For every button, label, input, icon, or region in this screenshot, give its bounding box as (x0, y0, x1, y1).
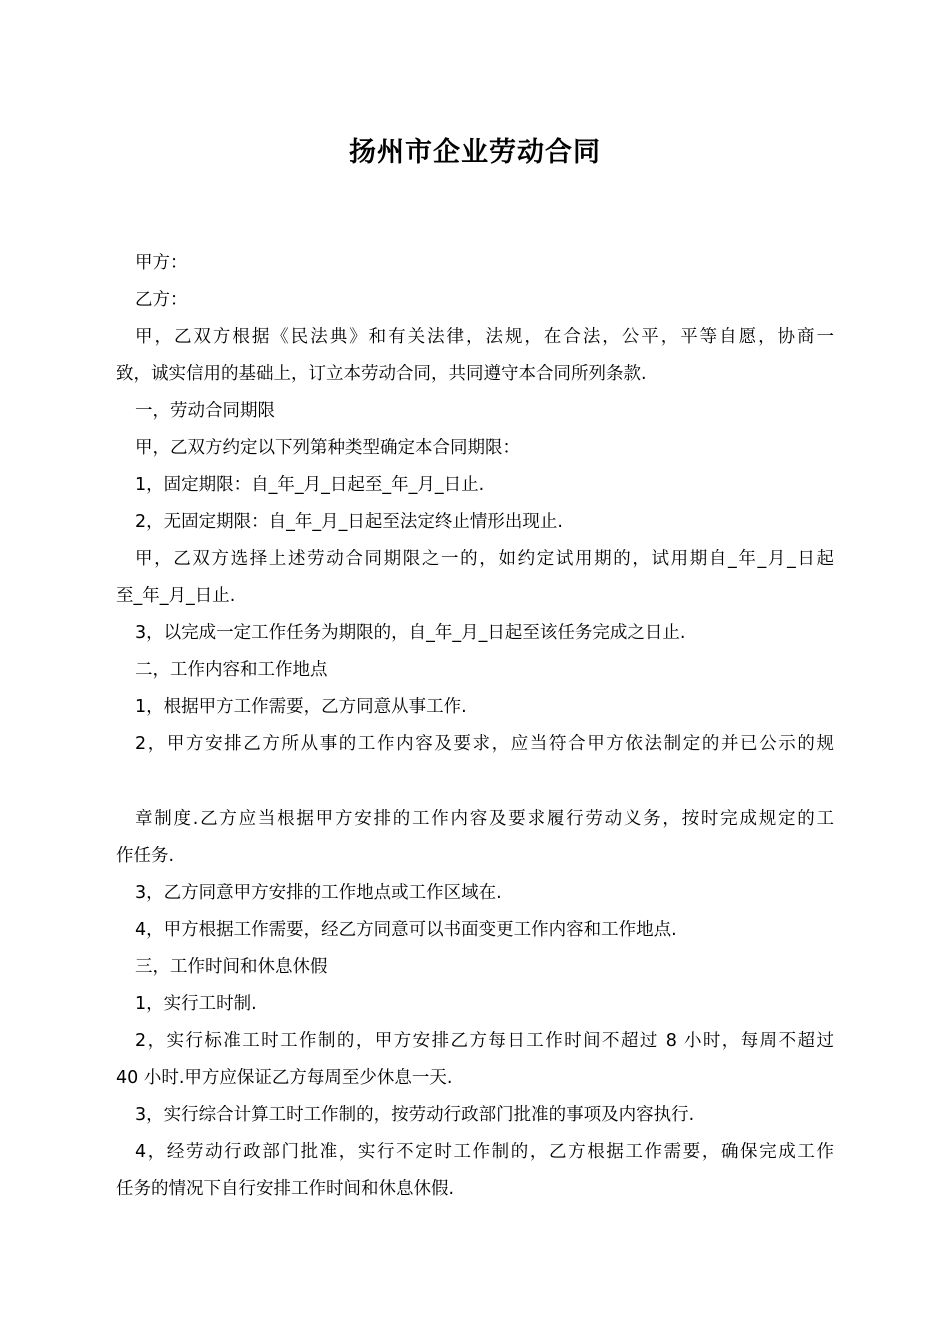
paragraph-line: 作任务. (116, 846, 175, 866)
list-item: 2，甲方安排乙方所从事的工作内容及要求，应当符合甲方依法制定的并已公示的规 (135, 734, 834, 754)
paragraph-line: 甲，乙双方约定以下列第种类型确定本合同期限： (135, 438, 520, 458)
list-item: 1，根据甲方工作需要，乙方同意从事工作. (135, 697, 467, 717)
paragraph-line: 任务的情况下自行安排工作时间和休息休假. (116, 1179, 455, 1199)
list-item: 3，以完成一定工作任务为期限的，自_年_月_日起至该任务完成之日止. (135, 623, 686, 643)
list-item: 4，经劳动行政部门批准，实行不定时工作制的，乙方根据工作需要，确保完成工作 (135, 1142, 834, 1162)
section-heading: 三，工作时间和休息休假 (135, 957, 328, 977)
paragraph-line: 40 小时.甲方应保证乙方每周至少休息一天. (116, 1068, 453, 1088)
list-item: 1，固定期限：自_年_月_日起至_年_月_日止. (135, 475, 485, 495)
party-b-line: 乙方： (135, 290, 188, 310)
paragraph-line: 致，诚实信用的基础上，订立本劳动合同，共同遵守本合同所列条款. (116, 364, 647, 384)
paragraph-line: 章制度.乙方应当根据甲方安排的工作内容及要求履行劳动义务，按时完成规定的工 (135, 809, 834, 829)
document-title: 扬州市企业劳动合同 (349, 137, 601, 168)
paragraph-line: 至_年_月_日止. (116, 586, 236, 606)
list-item: 3，乙方同意甲方安排的工作地点或工作区域在. (135, 883, 502, 903)
section-heading: 一，劳动合同期限 (135, 401, 275, 421)
party-a-line: 甲方： (135, 253, 188, 273)
list-item: 1，实行工时制. (135, 994, 257, 1014)
paragraph-line: 甲，乙双方选择上述劳动合同期限之一的，如约定试用期的，试用期自_年_月_日起 (135, 549, 834, 569)
list-item: 3，实行综合计算工时工作制的，按劳动行政部门批准的事项及内容执行. (135, 1105, 695, 1125)
section-heading: 二，工作内容和工作地点 (135, 660, 328, 680)
list-item: 2，无固定期限：自_年_月_日起至法定终止情形出现止. (135, 512, 563, 532)
list-item: 4，甲方根据工作需要，经乙方同意可以书面变更工作内容和工作地点. (135, 920, 677, 940)
paragraph-line: 甲，乙双方根据《民法典》和有关法律，法规，在合法，公平，平等自愿，协商一 (135, 327, 834, 347)
list-item: 2，实行标准工时工作制的，甲方安排乙方每日工作时间不超过 8 小时，每周不超过 (135, 1031, 834, 1051)
